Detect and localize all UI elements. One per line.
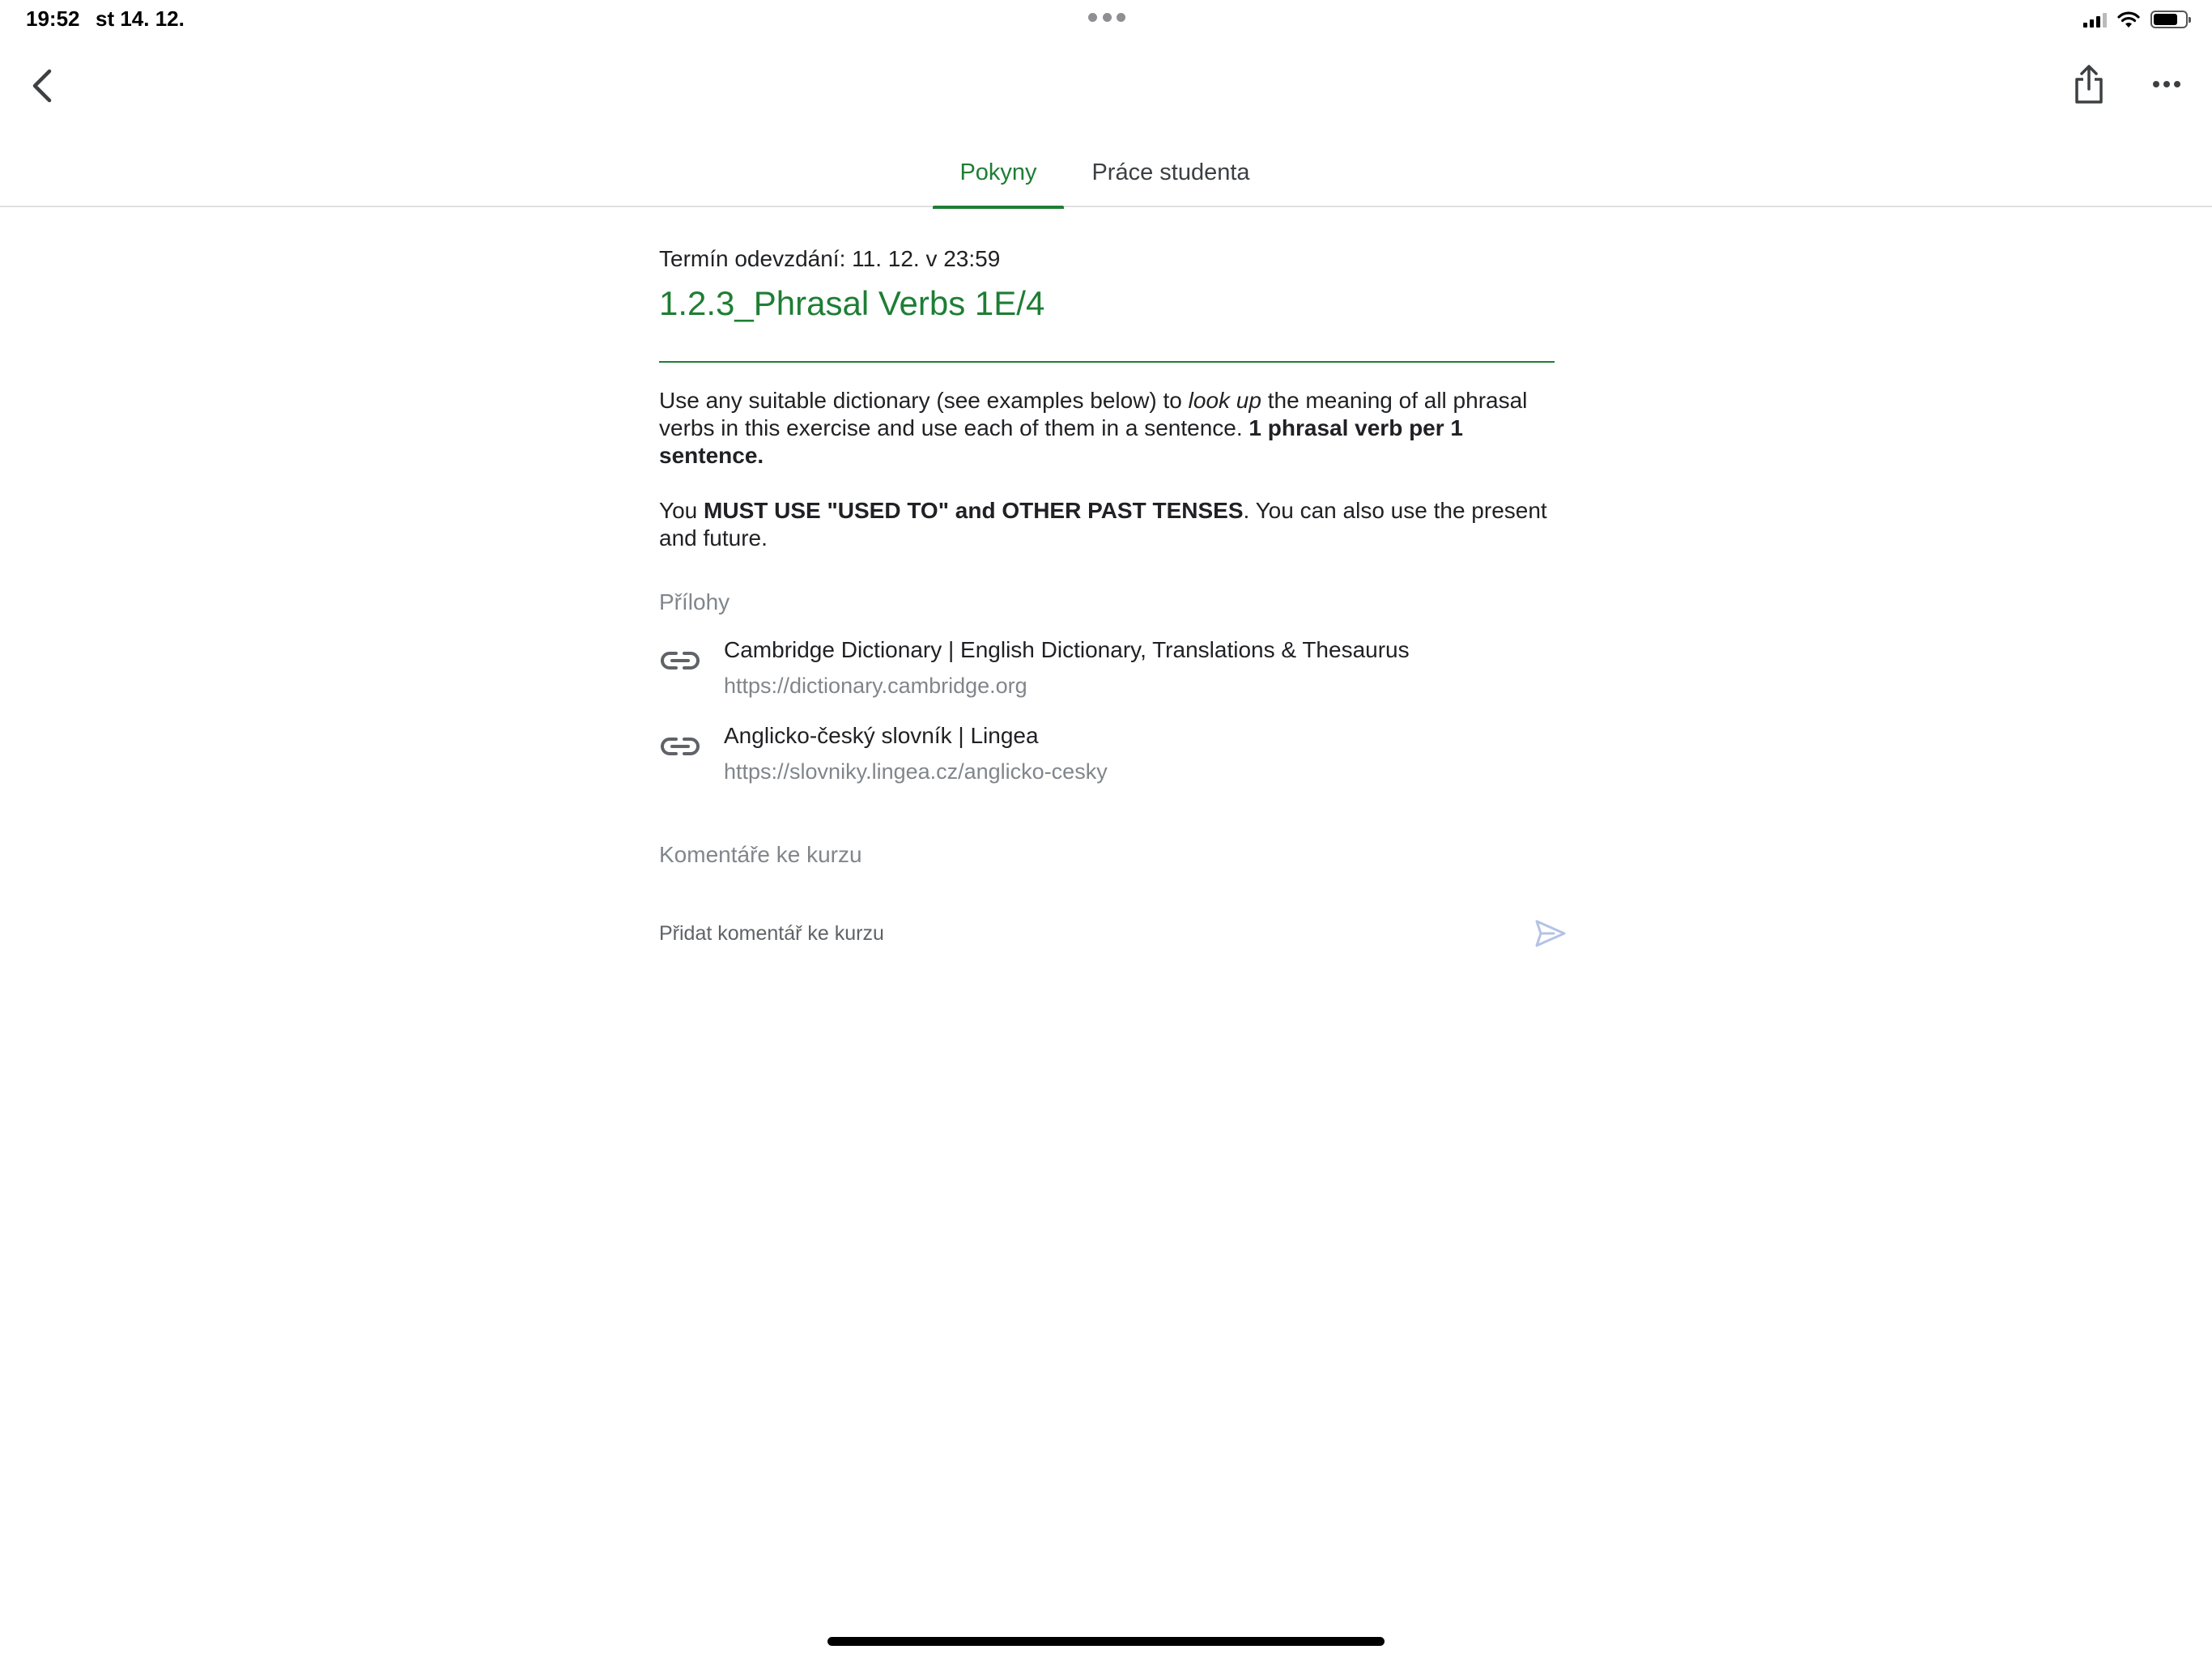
due-date: Termín odevzdání: 11. 12. v 23:59 [659, 246, 1001, 271]
description-text: You [659, 498, 704, 523]
assignment-description [659, 387, 1555, 552]
tab-student-work[interactable]: Práce studenta [1091, 159, 1250, 185]
attachment-text [724, 722, 1108, 785]
tab-bar [0, 138, 2212, 207]
attachment-link[interactable] [659, 722, 1555, 785]
description-text: the meaning of all phrasal verbs in this exercise and use each of them in a sentence. [659, 388, 1528, 440]
attachment-link[interactable] [659, 636, 1555, 699]
status-indicators [2083, 8, 2188, 31]
description-paragraph [659, 387, 1555, 470]
more-options-button[interactable] [2142, 62, 2191, 107]
description-text: Use any suitable dictionary (see examples below) to [659, 388, 1189, 413]
send-comment-button[interactable] [1532, 915, 1569, 952]
description-text: . You can also use the present and future. [659, 498, 1547, 551]
class-comments-label: Komentáře ke kurzu [659, 842, 862, 867]
status-bar [0, 0, 2212, 39]
chevron-left-icon [30, 68, 54, 104]
description-bold-text: 1 phrasal verb per 1 sentence. [659, 415, 1463, 468]
description-bold-text: MUST USE "USED TO" and OTHER PAST TENSES [704, 498, 1244, 523]
description-italic-text: look up [1188, 388, 1261, 413]
cellular-signal-icon [2083, 11, 2107, 28]
battery-icon [2150, 11, 2188, 28]
more-horizontal-icon [2152, 80, 2181, 88]
attachment-url: https://dictionary.cambridge.org [724, 674, 1027, 698]
title-divider [659, 361, 1555, 363]
share-icon [2073, 64, 2105, 104]
attachment-text [724, 636, 1410, 699]
tab-instructions[interactable]: Pokyny [933, 138, 1064, 207]
attachment-title: Anglicko-český slovník | Lingea [724, 723, 1039, 748]
home-indicator[interactable] [827, 1637, 1385, 1646]
share-button[interactable] [2063, 58, 2115, 110]
send-icon [1534, 919, 1567, 948]
status-time: 19:52 [26, 6, 80, 31]
assignment-title: 1.2.3_Phrasal Verbs 1E/4 [659, 284, 1045, 322]
status-date: st 14. 12. [96, 6, 185, 31]
wifi-icon [2116, 11, 2141, 28]
multitasking-dots-icon[interactable] [1088, 13, 1125, 23]
back-button[interactable] [18, 62, 66, 110]
link-icon [659, 725, 701, 767]
attachment-url: https://slovniky.lingea.cz/anglicko-cesky [724, 759, 1108, 784]
attachment-title: Cambridge Dictionary | English Dictionary, Translations & Thesaurus [724, 637, 1410, 662]
description-paragraph [659, 497, 1555, 552]
assignment-content [659, 243, 1555, 955]
comment-composer [659, 915, 1555, 955]
class-comment-input[interactable] [659, 915, 1493, 952]
link-icon [659, 640, 701, 682]
attachments-label: Přílohy [659, 589, 730, 614]
